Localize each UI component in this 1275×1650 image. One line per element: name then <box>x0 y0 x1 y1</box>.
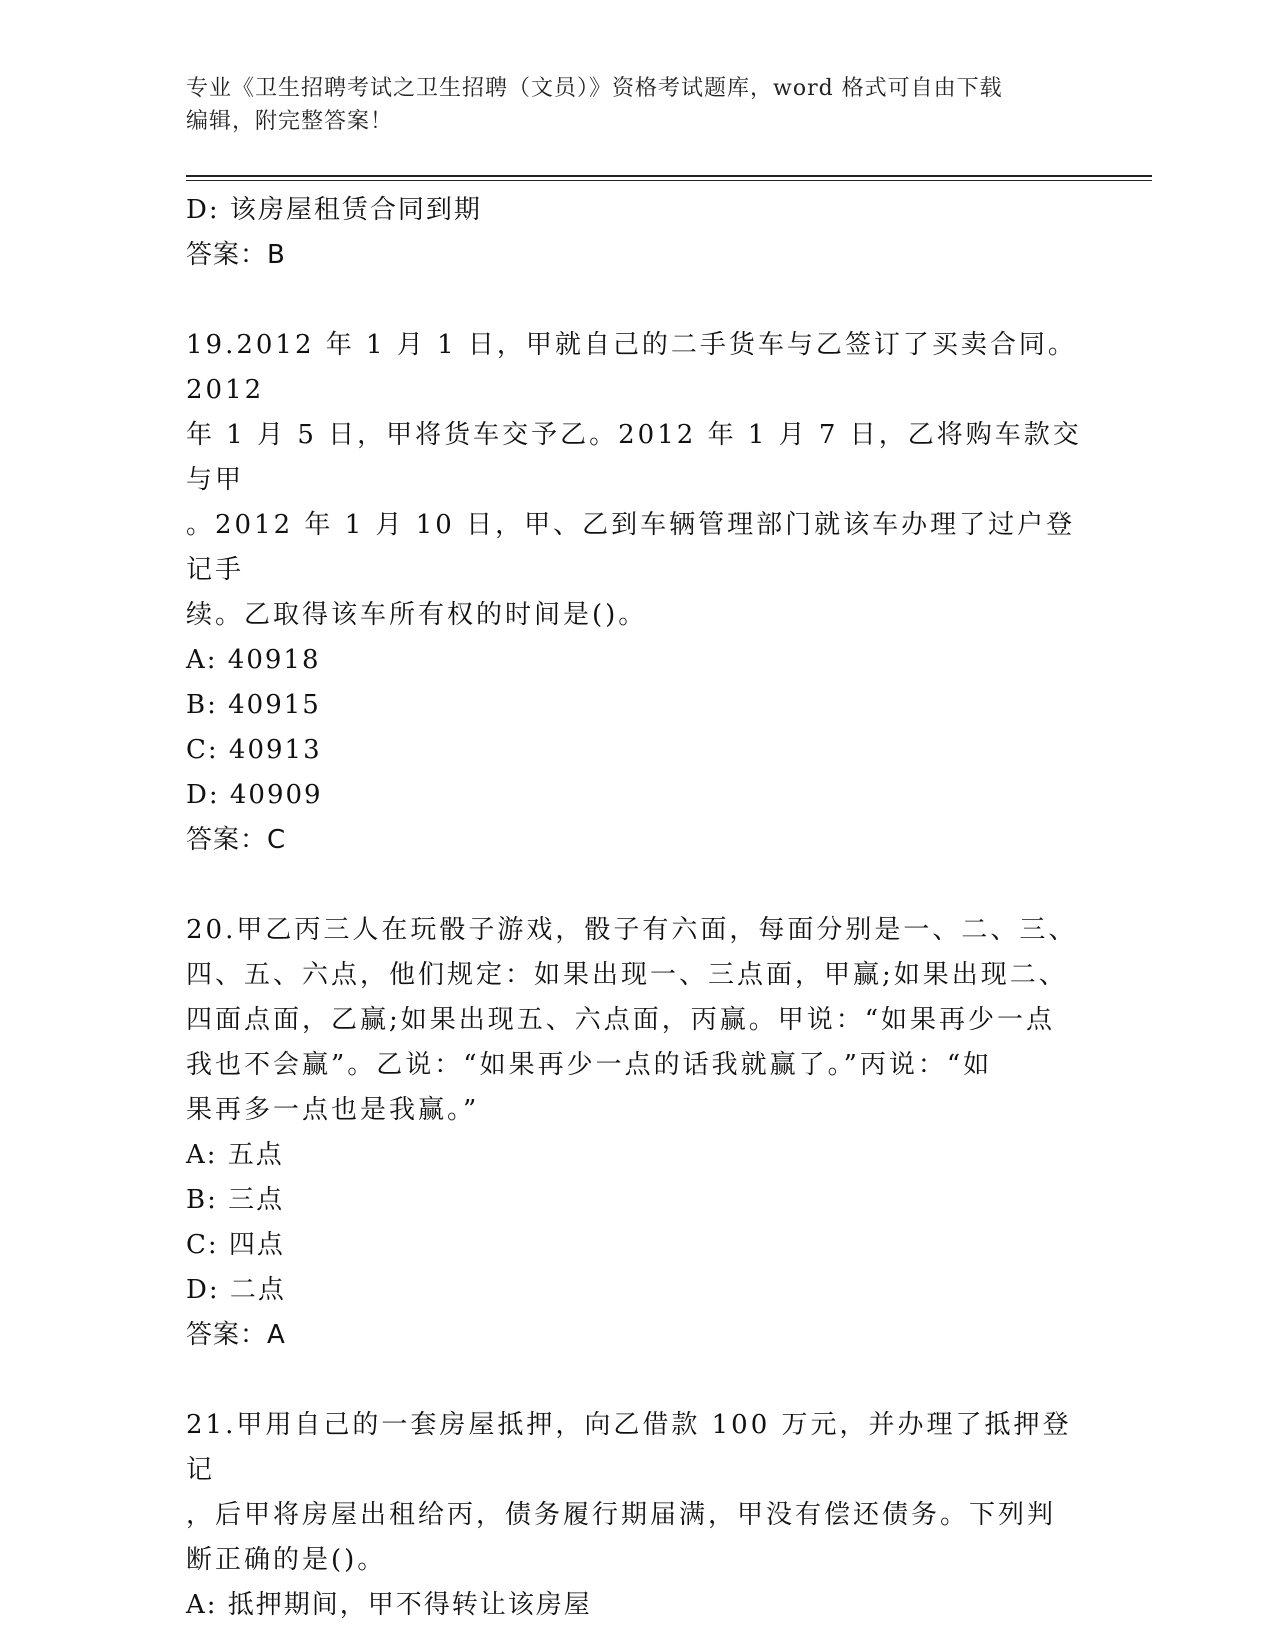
answer-line: 答案：B <box>186 240 286 270</box>
spacer <box>186 863 1086 908</box>
question-stem-line: 。2012 年 1 月 10 日，甲、乙到车辆管理部门就该车办理了过户登记手 <box>186 510 1076 585</box>
option-a: A: 五点 <box>186 1140 284 1170</box>
document-header <box>186 72 1066 138</box>
question-19 <box>186 323 1086 863</box>
question-stem-line: 四面点面，乙赢;如果出现五、六点面，丙赢。甲说：“如果再少一点 <box>186 1005 1056 1035</box>
question-stem-line: 20.甲乙丙三人在玩骰子游戏，骰子有六面，每面分别是一、二、三、 <box>186 915 1078 945</box>
answer-line: 答案：A <box>186 1320 286 1350</box>
option-c: C: 四点 <box>186 1230 285 1260</box>
header-line-2: 编辑，附完整答案！ <box>186 109 394 134</box>
question-stem-line: 19.2012 年 1 月 1 日，甲就自己的二手货车与乙签订了买卖合同。2012 <box>186 330 1077 405</box>
document-body <box>186 188 1086 1628</box>
question-stem-line: 年 1 月 5 日，甲将货车交予乙。2012 年 1 月 7 日，乙将购车款交与甲 <box>186 420 1082 495</box>
header-line-1: 专业《卫生招聘考试之卫生招聘（文员）》资格考试题库，word 格式可自由下载 <box>186 76 1003 101</box>
option-d: D: 二点 <box>186 1275 286 1305</box>
question-20 <box>186 908 1086 1358</box>
option-a: A: 抵押期间，甲不得转让该房屋 <box>186 1590 592 1620</box>
header-rule-thick <box>186 175 1152 177</box>
answer-line: 答案：C <box>186 825 287 855</box>
question-21 <box>186 1403 1086 1628</box>
spacer <box>186 1358 1086 1403</box>
option-b: B: 三点 <box>186 1185 285 1215</box>
option-d: D: 40909 <box>186 780 323 810</box>
question-stem-line: 果再多一点也是我赢。” <box>186 1095 480 1125</box>
option-c: C: 40913 <box>186 735 322 765</box>
question-stem-line: 21.甲用自己的一套房屋抵押，向乙借款 100 万元，并办理了抵押登记 <box>186 1410 1072 1485</box>
question-stem-line: 断正确的是()。 <box>186 1545 387 1575</box>
question-stem-line: 续。乙取得该车所有权的时间是()。 <box>186 600 648 630</box>
question-stem-line: 四、五、六点，他们规定：如果出现一、三点面，甲赢;如果出现二、 <box>186 960 1068 990</box>
option-b: B: 40915 <box>186 690 321 720</box>
question-stem-line: 我也不会赢”。乙说：“如果再少一点的话我就赢了。”丙说：“如 <box>186 1050 993 1080</box>
option-a: A: 40918 <box>186 645 321 675</box>
question-stem-line: ，后甲将房屋出租给丙，债务履行期届满，甲没有偿还债务。下列判 <box>186 1500 1057 1530</box>
previous-question-tail <box>186 188 1086 278</box>
option-d: D: 该房屋租赁合同到期 <box>186 195 482 225</box>
header-rule-thin <box>186 180 1152 181</box>
spacer <box>186 278 1086 323</box>
